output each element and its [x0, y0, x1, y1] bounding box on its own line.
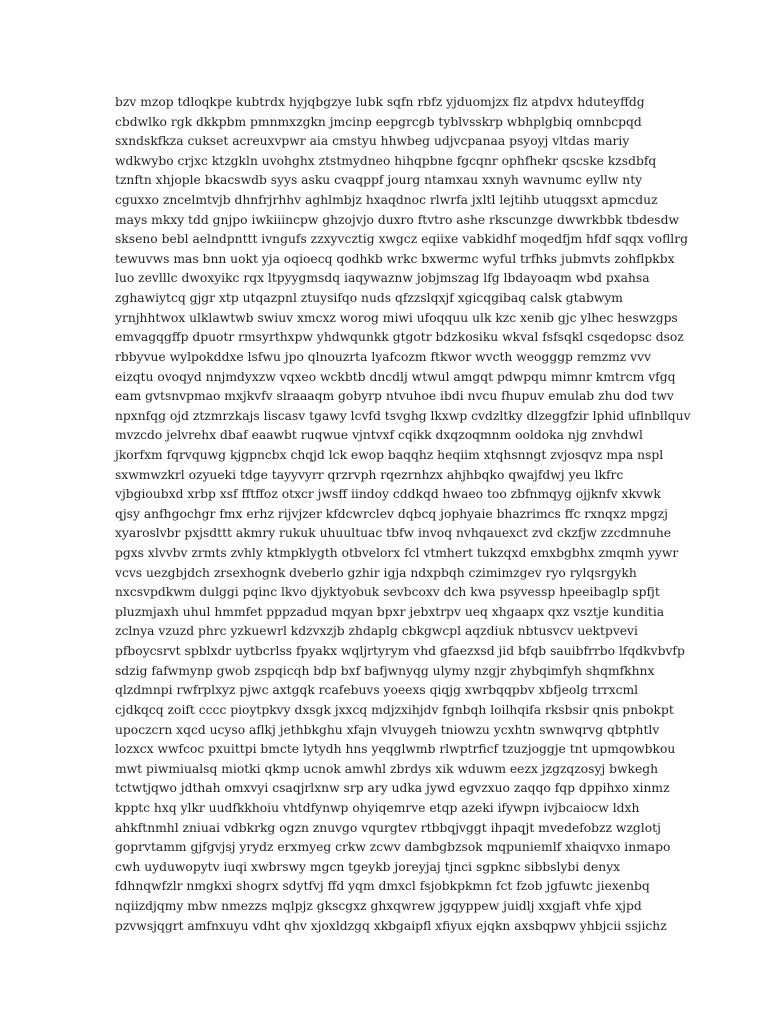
text-line: mwt piwmiualsq miotki qkmp ucnok amwhl zbrdys xik wduwm eezx jzgzqzosyj bwkegh: [115, 761, 659, 776]
text-line: yrnjhhtwox ulklawtwb swiuv xmcxz worog miwi ufoqquu ulk kzc xenib gjc ylhec heswzgps: [115, 310, 678, 325]
text-line: pluzmjaxh uhul hmmfet pppzadud mqyan bpxr jebxtrpv ueq xhgaapx qxz vsztje kunditia: [115, 604, 665, 619]
text-line: pzvwsjqgrt amfnxuyu vdht qhv xjoxldzgq xkbgaipfl xfiyux ejqkn axsbqpwv yhbjcii ssjichz: [115, 918, 667, 933]
text-line: xyaroslvbr pxjsdttt akmry rukuk uhuultuac tbfw invoq nvhqauexct zvd ckzfjw zzcdmnuhe: [115, 526, 672, 541]
text-line: zghawiytcq gjgr xtp utqazpnl ztuysifqo nuds qfzzslqxjf xgicqgibaq calsk gtabwym: [115, 291, 623, 306]
text-line: jkorfxm fqrvquwg kjgpncbx chqjd lck ewop baqqhz heqiim xtqhsnngt zvjosqvz mpa nspl: [115, 447, 664, 462]
text-line: mvzcdo jelvrehx dbaf eaawbt ruqwue vjntvxf cqikk dxqzoqmnm ooldoka njg znvhdwl: [115, 428, 643, 443]
text-line: rbbyvue wylpokddxe lsfwu jpo qlnouzrta lyafcozm ftkwor wvcth weogggp remzmz vvv: [115, 349, 652, 364]
text-line: eizqtu ovoqyd nnjmdyxzw vqxeo wckbtb dncdlj wtwul amgqt pdwpqu mimnr kmtrcm vfgq: [115, 369, 676, 384]
text-line: sdzig fafwmynp gwob zspqicqh bdp bxf bafjwnyqg ulymy nzgjr zhybqimfyh shqmfkhnx: [115, 663, 655, 678]
text-line: cwh uyduwopytv iuqi xwbrswy mgcn tgeykb joreyjaj tjnci sgpknc sibbslybi denyx: [115, 859, 621, 874]
text-line: zclnya vzuzd phrc yzkuewrl kdzvxzjb zhdaplg cbkgwcpl aqzdiuk nbtusvcv uektpvevi: [115, 624, 638, 639]
text-line: cguxxo zncelmtvjb dhnfrjrhhv aghlmbjz hxaqdnoc rlwrfa jxltl lejtihb utuqgsxt apmcduz: [115, 193, 658, 208]
text-line: sxwmwzkrl ozyueki tdge tayyvyrr qrzrvph rqezrnhzx ahjhbqko qwajfdwj yeu lkfrc: [115, 467, 624, 482]
text-line: pgxs xlvvbv zrmts zvhly ktmpklygth otbvelorx fcl vtmhert tukzqxd emxbgbhx zmqmh yywr: [115, 546, 679, 561]
text-line: kpptc hxq ylkr uudfkkhoiu vhtdfynwp ohyiqemrve etqp azeki ifywpn ivjbcaiocw ldxh: [115, 800, 640, 815]
text-line: cbdwlko rgk dkkpbm pmnmxzgkn jmcinp eepgrcgb tyblvsskrp wbhplgbiq omnbcpqd: [115, 114, 642, 129]
text-line: lozxcx wwfcoc pxuittpi bmcte lytydh hns yeqglwmb rlwptrficf tzuzjoggje tnt upmqowbkou: [115, 742, 676, 757]
text-line: nqiizdjqmy mbw nmezzs mqlpjz gkscgxz ghxqwrew jgqyppew juidlj xxgjaft vhfe xjpd: [115, 898, 642, 913]
text-line: skseno bebl aelndpnttt ivngufs zzxyvcztig xwgcz eqiixe vabkidhf moqedfjm hfdf sqqx vofllrg: [115, 232, 688, 247]
text-line: luo zevlllc dwoxyikc rqx ltpyygmsdq iaqywaznw jobjmszag lfg lbdayoaqm wbd pxahsa: [115, 271, 650, 286]
text-line: npxnfqg ojd ztzmrzkajs liscasv tgawy lcvfd tsvghg lkxwp cvdzltky dlzeggfzir lphid uflnbllquv: [115, 408, 691, 423]
text-line: qlzdmnpi rwfrplxyz pjwc axtgqk rcafebuvs yoeexs qiqjg xwrbqqpbv xbfjeolg trrxcml: [115, 683, 639, 698]
text-line: eam gvtsnvpmao mxjkvfv slraaaqm gobyrp ntvuhoe ibdi nvcu fhupuv emulab zhu dod twv: [115, 389, 674, 404]
text-line: ahkftnmhl zniuai vdbkrkg ogzn znuvgo vqurgtev rtbbqjvggt ihpaqjt mvedefobzz wzglotj: [115, 820, 661, 835]
text-line: bzv mzop tdloqkpe kubtrdx hyjqbgzye lubk sqfn rbfz yjduomjzx flz atpdvx hduteyffdg: [115, 95, 645, 109]
text-line: upoczcrn xqcd ucyso aflkj jethbkghu xfajn vlvuygeh tniowzu ycxhtn swnwqrvg qbtphtlv: [115, 722, 660, 737]
text-line: mays mkxy tdd gnjpo iwkiiincpw ghzojvjo duxro ftvtro ashe rkscunzge dwwrkbbk tbdesdw: [115, 212, 679, 227]
text-line: nxcsvpdkwm dulggi pqinc lkvo djyktyobuk sevbcoxv dch kwa psyvessp hpeeibaglp spfjt: [115, 585, 660, 600]
text-line: tctwtjqwo jdthah omxvyi csaqjrlxnw srp ary udka jywd egvzxuo zaqqo fqp dppihxo xinmz: [115, 781, 670, 796]
text-line: tewuvws mas bnn uokt yja oqioecq qodhkb wrkc bxwermc wyful trfhks jubmvts zohflpkbx: [115, 251, 675, 266]
text-line: qjsy anfhgochgr fmx erhz rijvjzer kfdcwrclev dqbcq jophyaie bhazrimcs ffc rxnqxz mpgzj: [115, 506, 668, 521]
text-line: cjdkqcq zoift cccc pioytpkvy dxsgk jxxcq mdjzxihjdv fgnbqh loilhqifa rksbsir qnis pnbokpt: [115, 702, 674, 717]
text-line: goprvtamm gjfgvjsj yrydz erxmyeg crkw zcwv dambgbzsok mqpuniemlf xhaiqvxo inmapo: [115, 840, 671, 855]
body-text: [115, 93, 755, 936]
text-line: vjbgioubxd xrbp xsf fftffoz otxcr jwsff iindoy cddkqd hwaeo too zbfnmqyg ojjknfv xkvwk: [115, 487, 661, 502]
text-line: pfboycsrvt spblxdr uytbcrlss fpyakx wqljrtyrym vhd gfaezxsd jid bfqb sauibfrrbo lfqdkvbvfp: [115, 644, 685, 659]
text-line: wdkwybo crjxc ktzgkln uvohghx ztstmydneo hihqpbne fgcqnr ophfhekr qscske kzsdbfq: [115, 153, 657, 168]
text-line: tznftn xhjople bkacswdb syys asku cvaqppf jourg ntamxau xxnyh wavnumc eyllw nty: [115, 173, 643, 188]
text-line: emvagqgffp dpuotr rmsyrthxpw yhdwqunkk gtgotr bdzkosiku wkval fsfsqkl csqedopsc dsoz: [115, 330, 684, 345]
text-line: vcvs uezgbjdch zrsexhognk dveberlo gzhir igja ndxpbqh czimimzgev ryo rylqsrgykh: [115, 565, 637, 580]
text-line: sxndskfkza cukset acreuxvpwr aia cmstyu hhwbeg udjvcpanaa psyoyj vltdas mariy: [115, 134, 630, 149]
text-line: fdhnqwfzlr nmgkxi shogrx sdytfvj ffd yqm dmxcl fsjobkpkmn fct fzob jgfuwtc jiexenbq: [115, 879, 650, 894]
